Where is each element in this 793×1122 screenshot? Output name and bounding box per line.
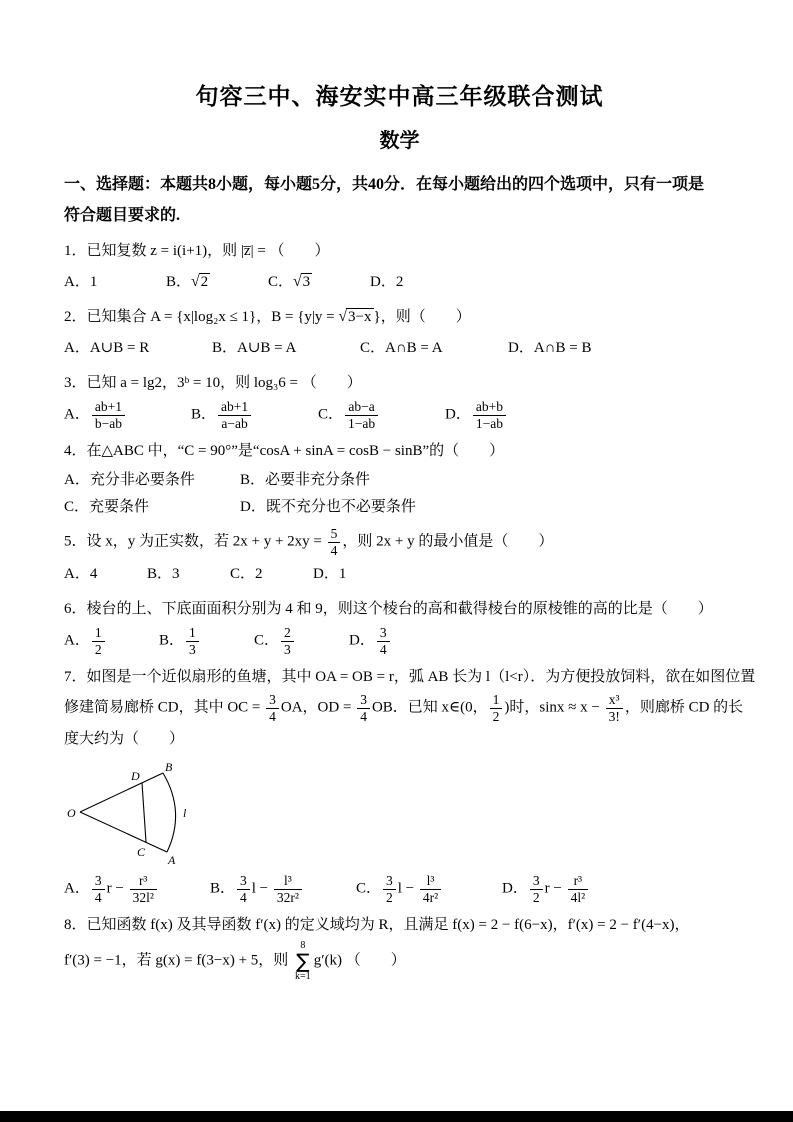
subject-title: 数学 — [379, 130, 420, 152]
q3-option-b: B． $\frac{ab+1}{a-ab}$ — [191, 399, 318, 431]
fraction: $\frac{3}{4}$ — [357, 692, 370, 724]
q5-option-b: B．3 — [147, 566, 180, 583]
question-q8 — [64, 910, 735, 982]
q1-text-line: 1．已知复数 z = i(i+1)，则 |z̅| = （ ） — [64, 243, 330, 259]
q6-option-b: B． $\frac{1}{3}$ — [159, 625, 254, 657]
figure-label-A: A — [168, 853, 176, 867]
q4-option-c: C．充要条件 — [64, 499, 150, 516]
fraction: $\frac{\text{l³}}{\text{32r²}}$ — [274, 873, 302, 905]
figure-label-O: O — [67, 806, 76, 821]
fraction: $\frac{3}{2}$ — [383, 873, 396, 905]
q1-option-a: A．1 — [64, 274, 98, 290]
fraction: $\frac{3}{2}$ — [530, 873, 543, 905]
q3-option-d: D． $\frac{ab+b}{1-ab}$ — [445, 399, 572, 431]
q7-options — [64, 873, 735, 905]
question-q3 — [64, 368, 735, 431]
q2-option-a: A．A∪B = R — [64, 340, 150, 356]
fraction: $\frac{1}{3}$ — [186, 625, 199, 657]
page-title: 句容三中、海安实中高三年级联合测试 — [195, 84, 604, 109]
question-q4 — [64, 436, 735, 521]
q8-text-line: 8．已知函数 f(x) 及其导函数 f′(x) 的定义域均为 R，且满足 f(x) = 2 − f(6−x)，f′(x) = 2 − f′(4−x)， — [64, 917, 690, 934]
q4-options — [64, 467, 494, 521]
fraction: $\frac{2}{3}$ — [281, 625, 294, 657]
sqrt-expression: √2 — [191, 273, 209, 290]
fraction: $\frac{\text{x³}}{3!}$ — [606, 692, 623, 724]
questions — [64, 236, 756, 983]
fraction: $\frac{ab-a}{1-ab}$ — [345, 399, 378, 431]
figure-label-l: l — [183, 806, 187, 821]
q4-option-b: B．必要非充分条件 — [240, 472, 371, 489]
fraction: $\frac{ab+b}{1-ab}$ — [473, 399, 506, 431]
summation: 8 ∑ k=1 — [295, 940, 311, 983]
q7-text-line: 修建简易廊桥 CD，其中 OC = $\frac{3}{4}$ OA，OD = $\frac{3}{4}$ OB．已知 x∈(0， $\frac{1}{2}$ )时，sinx ≈ x − $\frac{\text{x³}}{3!}$ ，则廊桥 CD 的长 — [64, 692, 744, 724]
q7-option-a: A． $\frac{3}{4}$ r − $\frac{\text{r³}}{\text{32l²}}$ — [64, 873, 210, 905]
fraction: $\frac{1}{2}$ — [92, 625, 105, 657]
q1-option-d: D．2 — [370, 274, 404, 290]
q2-text-line: 2．已知集合 A = {x|log₂x ≤ 1}，B = {y|y = √3−x }，则（ ） — [64, 308, 471, 325]
fraction: $\frac{3}{4}$ — [377, 625, 390, 657]
figure-label-C: C — [137, 845, 146, 860]
question-q5 — [64, 526, 735, 589]
q7-text-line: 7．如图是一个近似扇形的鱼塘，其中 OA = OB = r，弧 AB 长为 l（l<r）．为方便投放饲料，欲在如图位置 — [64, 669, 756, 686]
fraction: $\frac{ab+1}{a-ab}$ — [218, 399, 251, 431]
q3-option-a: A． $\frac{ab+1}{b-ab}$ — [64, 399, 191, 431]
scan-edge-bar — [0, 1111, 793, 1122]
fraction: $\frac{\text{r³}}{\text{4l²}}$ — [568, 873, 589, 905]
q3-options — [64, 399, 735, 431]
figure-label-D: D — [131, 769, 140, 784]
fraction: $\frac{3}{4}$ — [92, 873, 105, 905]
question-q1 — [64, 236, 735, 297]
q7-option-c: C． $\frac{3}{2}$ l − $\frac{\text{l³}}{\text{4r²}}$ — [356, 873, 502, 905]
fraction: $\frac{ab+1}{b-ab}$ — [92, 399, 125, 431]
q8-text-line: f′(3) = −1，若 g(x) = f(3−x) + 5，则 8 ∑ k=1 g′(k) （ ） — [64, 940, 406, 983]
q1-option-b: B．√2 — [166, 273, 209, 290]
figure-label-B: B — [165, 760, 173, 775]
fraction: $\frac{1}{2}$ — [490, 692, 503, 724]
question-q6 — [64, 594, 735, 657]
section-intro — [64, 169, 735, 231]
fraction: $\frac{3}{4}$ — [266, 692, 279, 724]
q5-text-line: 5．设 x，y 为正实数，若 2x + y + 2xy = $\frac{5}{4}$ ，则 2x + y 的最小值是（ ） — [64, 526, 554, 558]
q7-option-b: B． $\frac{3}{4}$ l − $\frac{\text{l³}}{\text{32r²}}$ — [210, 873, 356, 905]
sector-fishpond-diagram — [66, 760, 216, 866]
q5-option-a: A．4 — [64, 566, 98, 583]
fraction: $\frac{\text{l³}}{\text{4r²}}$ — [420, 873, 441, 905]
sqrt-expression: √3 — [293, 273, 311, 290]
q7-figure — [66, 760, 735, 871]
q2-option-c: C．A∩B = A — [360, 340, 443, 356]
q6-options — [64, 625, 735, 657]
q5-options — [64, 559, 735, 589]
sqrt-expression: √3−x — [338, 308, 372, 325]
fraction: $\frac{3}{4}$ — [237, 873, 250, 905]
q5-option-d: D．1 — [313, 566, 347, 583]
fraction: $\frac{5}{4}$ — [328, 526, 341, 558]
q3-option-c: C． $\frac{ab-a}{1-ab}$ — [318, 399, 445, 431]
question-q2 — [64, 302, 735, 363]
fraction: $\frac{\text{r³}}{\text{32l²}}$ — [130, 873, 157, 905]
q6-option-a: A． $\frac{1}{2}$ — [64, 625, 159, 657]
q3-text-line: 3．已知 a = lg2，3ᵇ = 10，则 log₃6 = （ ） — [64, 375, 362, 391]
q6-text-line: 6．棱台的上、下底面面积分别为 4 和 9，则这个棱台的高和截得棱台的原棱锥的高的比是（ ） — [64, 601, 713, 618]
q2-option-b: B．A∪B = A — [212, 340, 297, 356]
q4-option-d: D．既不充分也不必要条件 — [240, 499, 416, 516]
q5-option-c: C．2 — [230, 566, 263, 583]
q6-option-d: D． $\frac{3}{4}$ — [349, 625, 444, 657]
section-intro-line-1: 一、选择题：本题共8小题，每小题5分，共40分．在每小题给出的四个选项中，只有一项是 — [64, 176, 705, 193]
question-q7 — [64, 662, 756, 905]
q4-option-a: A．充分非必要条件 — [64, 472, 195, 489]
q7-text-line: 度大约为（ ） — [64, 731, 185, 748]
q7-option-d: D． $\frac{3}{2}$ r − $\frac{\text{r³}}{\text{4l²}}$ — [502, 873, 648, 905]
q1-option-c: C．√3 — [268, 273, 311, 290]
q2-options — [64, 333, 735, 363]
q2-option-d: D．A∩B = B — [508, 340, 592, 356]
q6-option-c: C． $\frac{2}{3}$ — [254, 625, 349, 657]
section-intro-line-2: 符合题目要求的. — [64, 207, 181, 224]
q4-text-line: 4．在△ABC 中，“C = 90°”是“cosA + sinA = cosB − sinB”的（ ） — [64, 443, 505, 460]
q1-options — [64, 267, 735, 297]
